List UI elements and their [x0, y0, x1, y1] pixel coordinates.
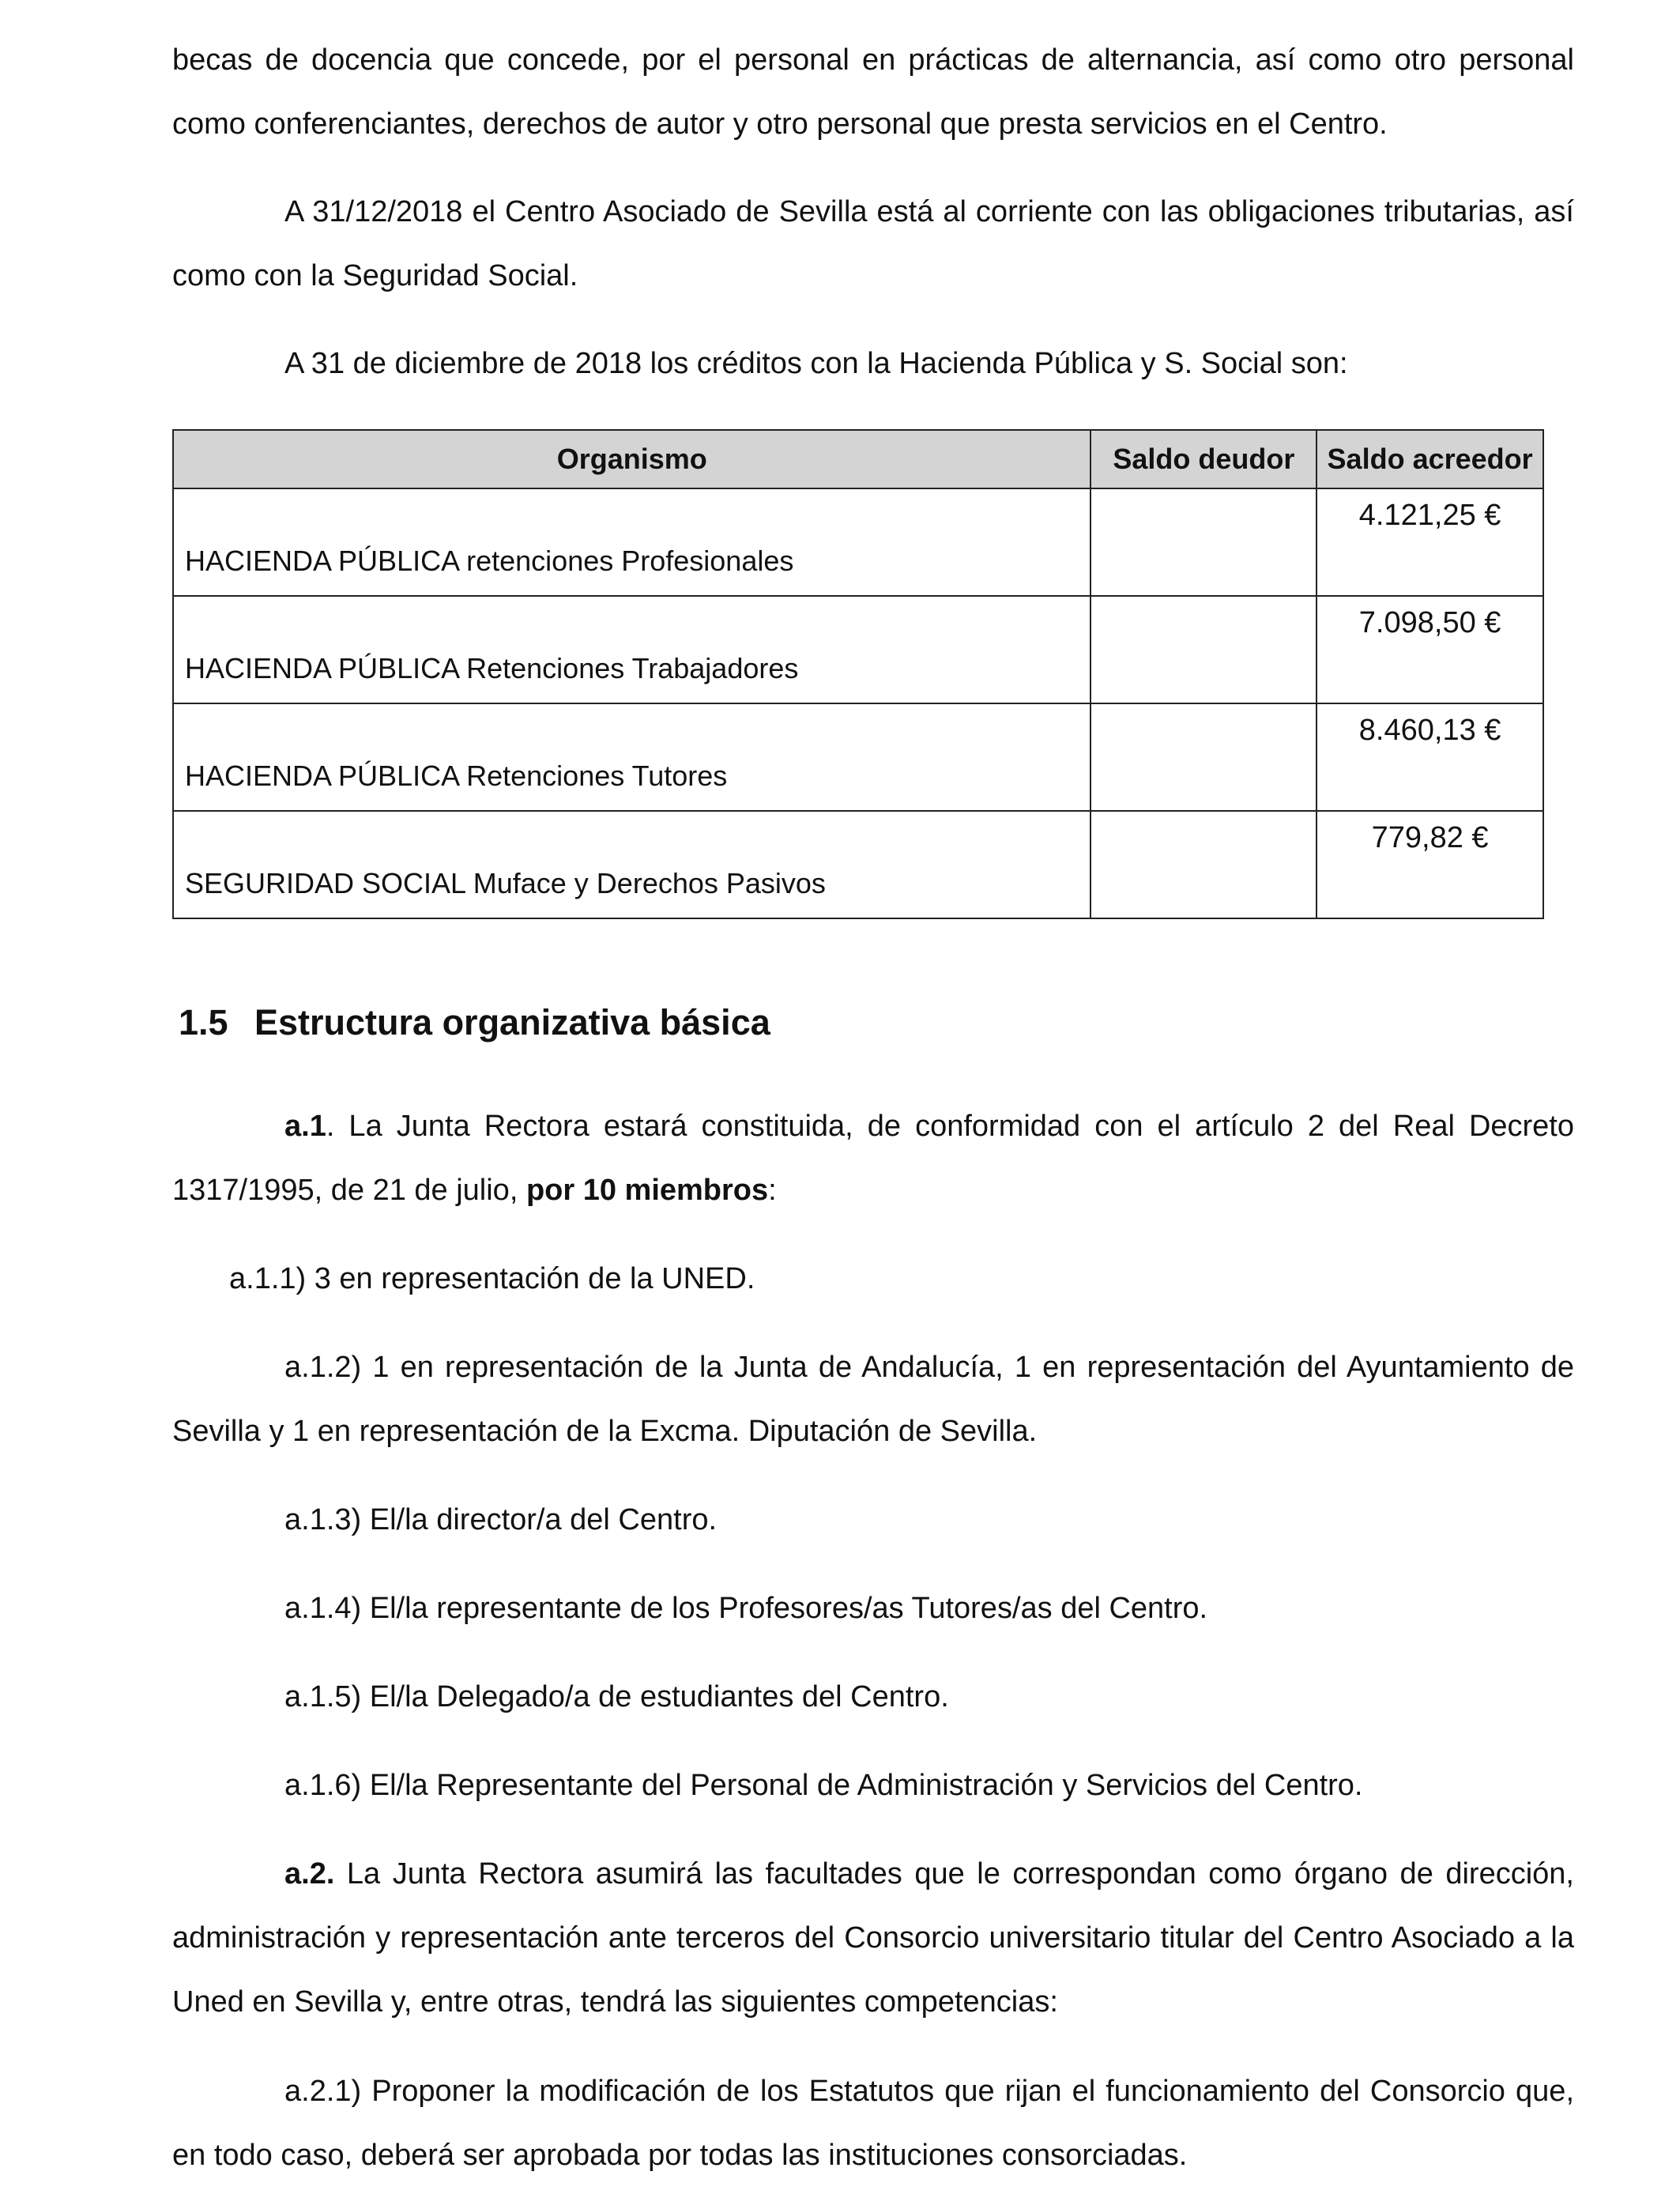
cell-saldo-deudor: [1090, 703, 1317, 811]
paragraph-becas: becas de docencia que concede, por el personal en prácticas de alternancia, así como otro personal como conferenciantes, derechos de autor y otro personal que presta servicios en el Centro.: [172, 43, 1574, 141]
a1-text-after: :: [768, 1174, 777, 1207]
a2-text: La Junta Rectora asumirá las facultades que le correspondan como órgano de dirección, administración y representación ante terceros del Consorcio universitario titular del Centro Asociado a la Uned en Sevilla y, entre otras, tendrá las siguientes competencias:: [172, 1857, 1574, 2019]
credits-table: [172, 429, 1544, 919]
a1-bold-members: por 10 miembros: [525, 1174, 769, 1207]
header-saldo-acreedor: Saldo acreedor: [1317, 430, 1543, 488]
paragraph-obligaciones: A 31/12/2018 el Centro Asociado de Sevilla está al corriente con las obligaciones tributarias, así como con la Seguridad Social.: [172, 195, 1574, 292]
paragraph-a1: [172, 1095, 1574, 1223]
table-row: [173, 596, 1543, 703]
paragraph-a2: [172, 1842, 1574, 2034]
table-row: [173, 488, 1543, 596]
a1-label: a.1: [284, 1110, 326, 1143]
cell-organismo: HACIENDA PÚBLICA retenciones Profesionales: [173, 488, 1090, 596]
cell-saldo-deudor: [1090, 596, 1317, 703]
table-header-row: [173, 430, 1543, 488]
item-a12: a.1.2) 1 en representación de la Junta de Andalucía, 1 en representación del Ayuntamiento de Sevilla y 1 en representación de la Excma. Diputación de Sevilla.: [172, 1351, 1574, 1448]
item-a16: a.1.6) El/la Representante del Personal de Administración y Servicios del Centro.: [284, 1769, 1363, 1802]
header-organismo: Organismo: [173, 430, 1090, 488]
item-a13: a.1.3) El/la director/a del Centro.: [284, 1503, 718, 1536]
cell-organismo: HACIENDA PÚBLICA Retenciones Tutores: [173, 703, 1090, 811]
cell-saldo-deudor: [1090, 811, 1317, 918]
cell-saldo-acreedor: 7.098,50 €: [1317, 596, 1543, 703]
section-number: 1.5: [179, 1002, 228, 1042]
table-row: [173, 811, 1543, 918]
header-saldo-deudor: Saldo deudor: [1090, 430, 1317, 488]
cell-saldo-acreedor: 8.460,13 €: [1317, 703, 1543, 811]
paragraph-creditos-intro: A 31 de diciembre de 2018 los créditos con la Hacienda Pública y S. Social son:: [284, 347, 1348, 380]
cell-saldo-deudor: [1090, 488, 1317, 596]
a2-label: a.2.: [284, 1857, 335, 1891]
a1-text-before: . La Junta Rectora estará constituida, de conformidad con el artículo 2 del Real Decreto 1317/1995, de 21 de julio,: [172, 1110, 1574, 1207]
item-a11: a.1.1) 3 en representación de la UNED.: [229, 1262, 755, 1295]
cell-organismo: SEGURIDAD SOCIAL Muface y Derechos Pasivos: [173, 811, 1090, 918]
cell-saldo-acreedor: 4.121,25 €: [1317, 488, 1543, 596]
item-a14: a.1.4) El/la representante de los Profesores/as Tutores/as del Centro.: [284, 1592, 1208, 1625]
section-heading: [179, 1002, 770, 1043]
section-title: Estructura organizativa básica: [254, 1002, 770, 1042]
item-a21: a.2.1) Proponer la modificación de los Estatutos que rijan el funcionamiento del Consorcio que, en todo caso, deberá ser aprobada por todas las instituciones consorciadas.: [172, 2075, 1574, 2172]
cell-organismo: HACIENDA PÚBLICA Retenciones Trabajadores: [173, 596, 1090, 703]
item-a15: a.1.5) El/la Delegado/a de estudiantes del Centro.: [284, 1680, 949, 1713]
cell-saldo-acreedor: 779,82 €: [1317, 811, 1543, 918]
table-row: [173, 703, 1543, 811]
